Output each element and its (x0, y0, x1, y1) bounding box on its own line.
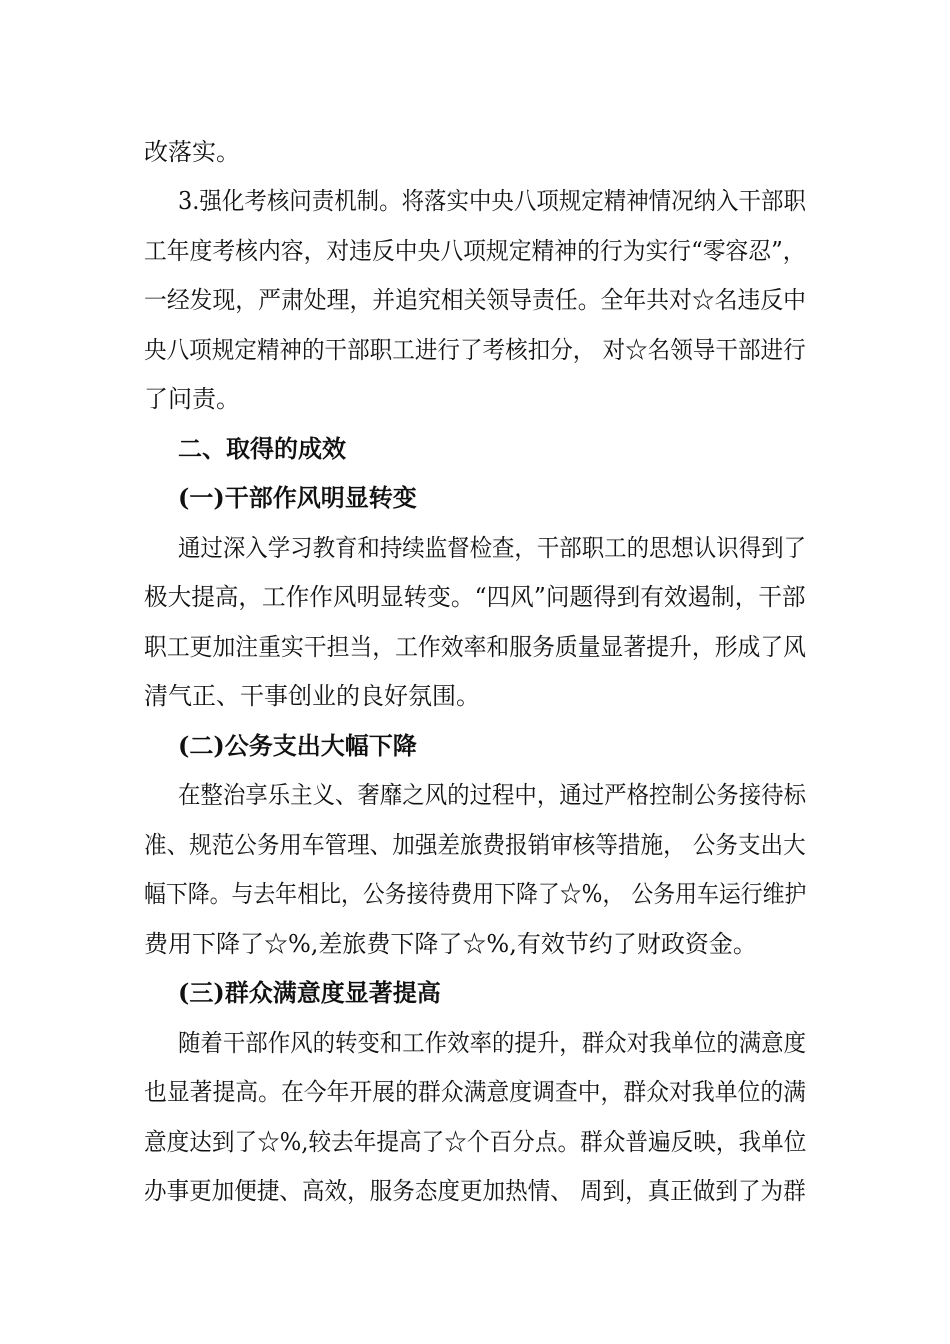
section-heading: 二、取得的成效 (178, 434, 346, 463)
subsection-heading: (三)群众满意度显著提高 (178, 978, 441, 1007)
text-line: 极大提高，工作作风明显转变。“四风”问题得到有效遏制，干部 (144, 583, 806, 611)
subsection-heading: (一)干部作风明显转变 (178, 483, 417, 512)
text-line: 意度达到了☆%,较去年提高了☆个百分点。群众普遍反映，我单位 (144, 1128, 807, 1156)
text-line: 随着干部作风的转变和工作效率的提升，群众对我单位的满意度 (178, 1029, 806, 1057)
text-line: 工年度考核内容，对违反中央八项规定精神的行为实行“零容忍”， (144, 237, 806, 265)
text-line: 央八项规定精神的干部职工进行了考核扣分， 对☆名领导干部进行 (144, 336, 806, 364)
text-line: 清气正、干事创业的良好氛围。 (144, 682, 480, 710)
text-line: 职工更加注重实干担当，工作效率和服务质量显著提升，形成了风 (144, 633, 806, 661)
text-line: 费用下降了☆%,差旅费下降了☆%,有效节约了财政资金。 (144, 930, 757, 958)
text-line: 了问责。 (144, 385, 240, 413)
text-line: 也显著提高。在今年开展的群众满意度调查中，群众对我单位的满 (144, 1078, 806, 1106)
text-line: 办事更加便捷、高效，服务态度更加热情、 周到，真正做到了为群 (144, 1177, 806, 1205)
text-line: 一经发现，严肃处理，并追究相关领导责任。全年共对☆名违反中 (144, 286, 806, 314)
text-line: 在整治享乐主义、奢靡之风的过程中，通过严格控制公务接待标 (178, 781, 806, 809)
text-line: 准、规范公务用车管理、加强差旅费报销审核等措施， 公务支出大 (144, 831, 806, 859)
text-line: 改落实。 (144, 138, 240, 166)
text-line: 3.强化考核问责机制。将落实中央八项规定精神情况纳入干部职 (178, 187, 806, 215)
text-line: 通过深入学习教育和持续监督检查，干部职工的思想认识得到了 (178, 534, 806, 562)
text-line: 幅下降。与去年相比，公务接待费用下降了☆%， 公务用车运行维护 (144, 880, 807, 908)
subsection-heading: (二)公务支出大幅下降 (178, 731, 417, 760)
